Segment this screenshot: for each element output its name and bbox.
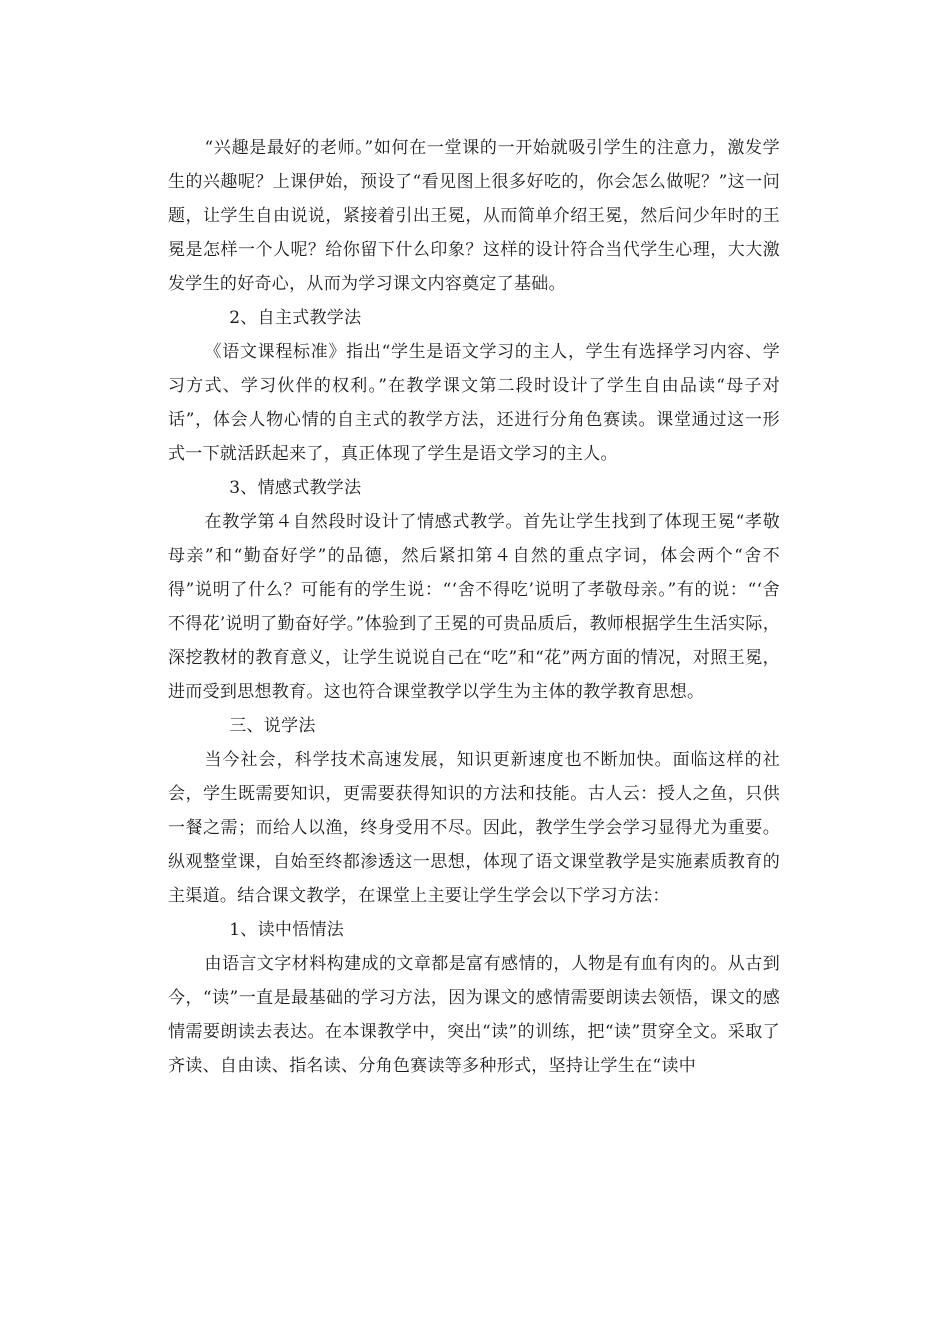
paragraph-reading-method: 由语言文字材料构建成的文章都是富有感情的，人物是有血有肉的。从古到今，“读”一直是最基础的学习方法，因为课文的感情需要朗读去领悟，课文的感情需要朗读去表达。在本课教学中，突出“读”的训练，把“读”贯穿全文。采取了齐读、自由读、指名读、分角色赛读等多种形式，坚持让学生在“读中 [168, 954, 780, 1076]
heading-reading-method: 1、读中悟情法 [229, 920, 345, 940]
paragraph-autonomous-method: 《语文课程标准》指出“学生是语文学习的主人，学生有选择学习内容、学习方式、学习伙伴的权利。”在教学课文第二段时设计了学生自由品读“母子对话”，体会人物心情的自主式的教学方法，还进行分角色赛读。课堂通过这一形式一下就活跃起来了，真正体现了学生是语文学习的主人。 [168, 342, 780, 464]
document-body [168, 131, 780, 1083]
paragraph-emotional-method: 在教学第４自然段时设计了情感式教学。首先让学生找到了体现王冕“孝敬母亲”和“勤奋好学”的品德，然后紧扣第４自然的重点字词，体会两个“舍不得”说明了什么？可能有的学生说：“‘舍不得吃’说明了孝敬母亲。”有的说：“‘舍不得花’说明了勤奋好学。”体验到了王冕的可贵品质后，教师根据学生生活实际，深挖教材的教育意义，让学生说说自己在“吃”和“花”两方面的情况，对照王冕，进而受到思想教育。这也符合课堂教学以学生为主体的教学教育思想。 [168, 512, 780, 702]
paragraph-interest-intro: “兴趣是最好的老师。”如何在一堂课的一开始就吸引学生的注意力，激发学生的兴趣呢？上课伊始，预设了“看见图上很多好吃的，你会怎么做呢？”这一问题，让学生自由说说，紧接着引出王冕，从而简单介绍王冕，然后问少年时的王冕是怎样一个人呢？给你留下什么印象？这样的设计符合当代学生心理，大大激发学生的好奇心，从而为学习课文内容奠定了基础。 [168, 138, 780, 294]
paragraph-learning-method: 当今社会，科学技术高速发展，知识更新速度也不断加快。面临这样的社会，学生既需要知识，更需要获得知识的方法和技能。古人云：授人之鱼，只供一餐之需；而给人以渔，终身受用不尽。因此，教学生学会学习显得尤为重要。纵观整堂课，自始至终都渗透这一思想，体现了语文课堂教学是实施素质教育的主渠道。结合课文教学，在课堂上主要让学生学会以下学习方法： [168, 750, 780, 906]
heading-emotional-method: 3、情感式教学法 [229, 478, 362, 498]
heading-learning-method: 三、说学法 [229, 716, 316, 736]
heading-autonomous-method: 2、自主式教学法 [229, 308, 362, 328]
